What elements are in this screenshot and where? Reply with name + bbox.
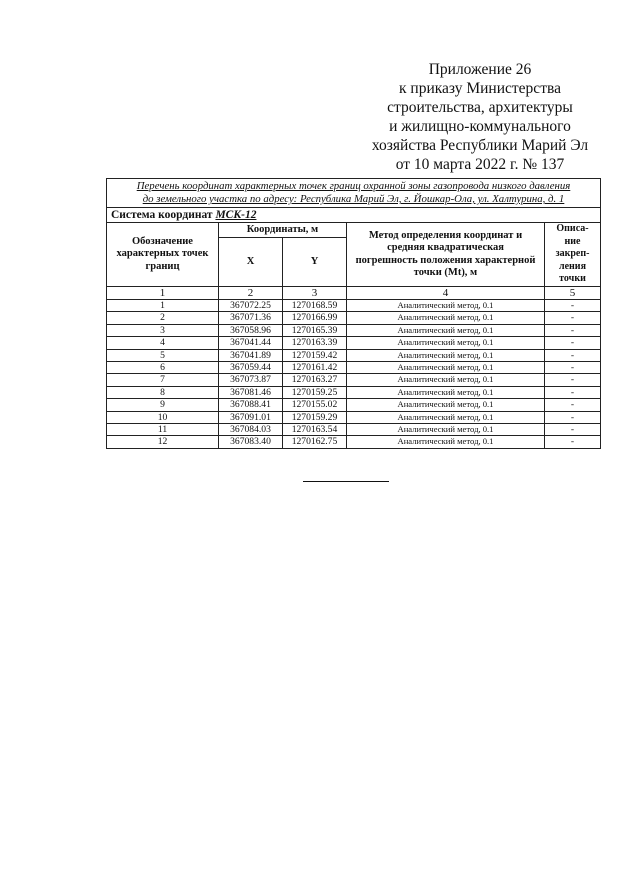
cell-point: 12 (107, 436, 219, 448)
table-row (107, 374, 601, 386)
cell-point: 1 (107, 300, 219, 312)
column-number: 3 (283, 287, 347, 300)
header-method: Метод определения координат и средняя квадратическая погрешность положения характерной точки (Mt), м (347, 223, 545, 287)
cell-description: - (545, 337, 601, 349)
table-row (107, 300, 601, 312)
cell-point: 5 (107, 349, 219, 361)
column-number: 2 (219, 287, 283, 300)
table-head (107, 179, 601, 300)
table-body (107, 300, 601, 449)
header-line: Приложение 26 (428, 61, 532, 78)
footer-divider (303, 481, 389, 482)
column-number: 4 (347, 287, 545, 300)
cell-description: - (545, 424, 601, 436)
cell-point: 2 (107, 312, 219, 324)
table-row (107, 337, 601, 349)
cell-y: 1270163.54 (283, 424, 347, 436)
table-row (107, 362, 601, 374)
cell-y: 1270165.39 (283, 324, 347, 336)
caption-line: Перечень координат характерных точек границ охранной зоны газопровода низкого давления (136, 180, 571, 192)
table-row (107, 399, 601, 411)
cell-x: 367081.46 (219, 386, 283, 398)
cell-y: 1270155.02 (283, 399, 347, 411)
cell-method: Аналитический метод, 0.1 (347, 436, 545, 448)
cell-method: Аналитический метод, 0.1 (347, 374, 545, 386)
cell-description: - (545, 324, 601, 336)
header-line: строительства, архитектуры (387, 99, 573, 116)
cell-x: 367088.41 (219, 399, 283, 411)
cell-description: - (545, 374, 601, 386)
table-row (107, 312, 601, 324)
table-row (107, 349, 601, 361)
cell-point: 6 (107, 362, 219, 374)
cell-method: Аналитический метод, 0.1 (347, 362, 545, 374)
cell-x: 367091.01 (219, 411, 283, 423)
system-label: Система координат (111, 209, 213, 221)
coordinates-table (106, 178, 601, 449)
header-y: Y (283, 238, 347, 287)
header-line: и жилищно-коммунального (389, 118, 571, 135)
cell-y: 1270161.42 (283, 362, 347, 374)
cell-point: 4 (107, 337, 219, 349)
order-header (360, 60, 600, 174)
header-line: к приказу Министерства (399, 80, 561, 97)
system-value: МСК-12 (215, 209, 257, 221)
cell-method: Аналитический метод, 0.1 (347, 324, 545, 336)
cell-point: 10 (107, 411, 219, 423)
cell-y: 1270159.29 (283, 411, 347, 423)
cell-x: 367083.40 (219, 436, 283, 448)
cell-y: 1270159.42 (283, 349, 347, 361)
cell-x: 367073.87 (219, 374, 283, 386)
header-line: хозяйства Республики Марий Эл (371, 137, 589, 154)
cell-point: 3 (107, 324, 219, 336)
cell-method: Аналитический метод, 0.1 (347, 424, 545, 436)
cell-description: - (545, 349, 601, 361)
table-row (107, 324, 601, 336)
cell-description: - (545, 386, 601, 398)
cell-y: 1270163.39 (283, 337, 347, 349)
cell-x: 367041.44 (219, 337, 283, 349)
caption-line: до земельного участка по адресу: Республика Марий Эл, г. Йошкар-Ола, ул. Халтурина, д. 1 (142, 193, 565, 205)
cell-description: - (545, 300, 601, 312)
cell-point: 7 (107, 374, 219, 386)
cell-method: Аналитический метод, 0.1 (347, 337, 545, 349)
cell-method: Аналитический метод, 0.1 (347, 399, 545, 411)
cell-x: 367071.36 (219, 312, 283, 324)
column-numbers-row (107, 287, 601, 300)
cell-description: - (545, 436, 601, 448)
cell-y: 1270168.59 (283, 300, 347, 312)
coordinate-system (107, 208, 601, 223)
cell-method: Аналитический метод, 0.1 (347, 312, 545, 324)
cell-description: - (545, 312, 601, 324)
header-designation: Обозначение характерных точек границ (107, 223, 219, 287)
cell-x: 367058.96 (219, 324, 283, 336)
cell-method: Аналитический метод, 0.1 (347, 300, 545, 312)
header-x: X (219, 238, 283, 287)
cell-y: 1270166.99 (283, 312, 347, 324)
table-caption (107, 179, 601, 208)
cell-description: - (545, 399, 601, 411)
cell-x: 367084.03 (219, 424, 283, 436)
header-coordinates: Координаты, м (219, 223, 347, 238)
cell-x: 367072.25 (219, 300, 283, 312)
table-row (107, 411, 601, 423)
header-description: Описа-ние закреп-ления точки (545, 223, 601, 287)
cell-x: 367041.89 (219, 349, 283, 361)
cell-point: 8 (107, 386, 219, 398)
cell-method: Аналитический метод, 0.1 (347, 386, 545, 398)
cell-y: 1270159.25 (283, 386, 347, 398)
cell-x: 367059.44 (219, 362, 283, 374)
table-row (107, 424, 601, 436)
cell-description: - (545, 362, 601, 374)
cell-method: Аналитический метод, 0.1 (347, 349, 545, 361)
cell-point: 11 (107, 424, 219, 436)
table-row (107, 436, 601, 448)
column-number: 5 (545, 287, 601, 300)
column-number: 1 (107, 287, 219, 300)
cell-point: 9 (107, 399, 219, 411)
cell-y: 1270163.27 (283, 374, 347, 386)
cell-method: Аналитический метод, 0.1 (347, 411, 545, 423)
cell-description: - (545, 411, 601, 423)
table-row (107, 386, 601, 398)
header-line: от 10 марта 2022 г. № 137 (395, 156, 565, 173)
cell-y: 1270162.75 (283, 436, 347, 448)
